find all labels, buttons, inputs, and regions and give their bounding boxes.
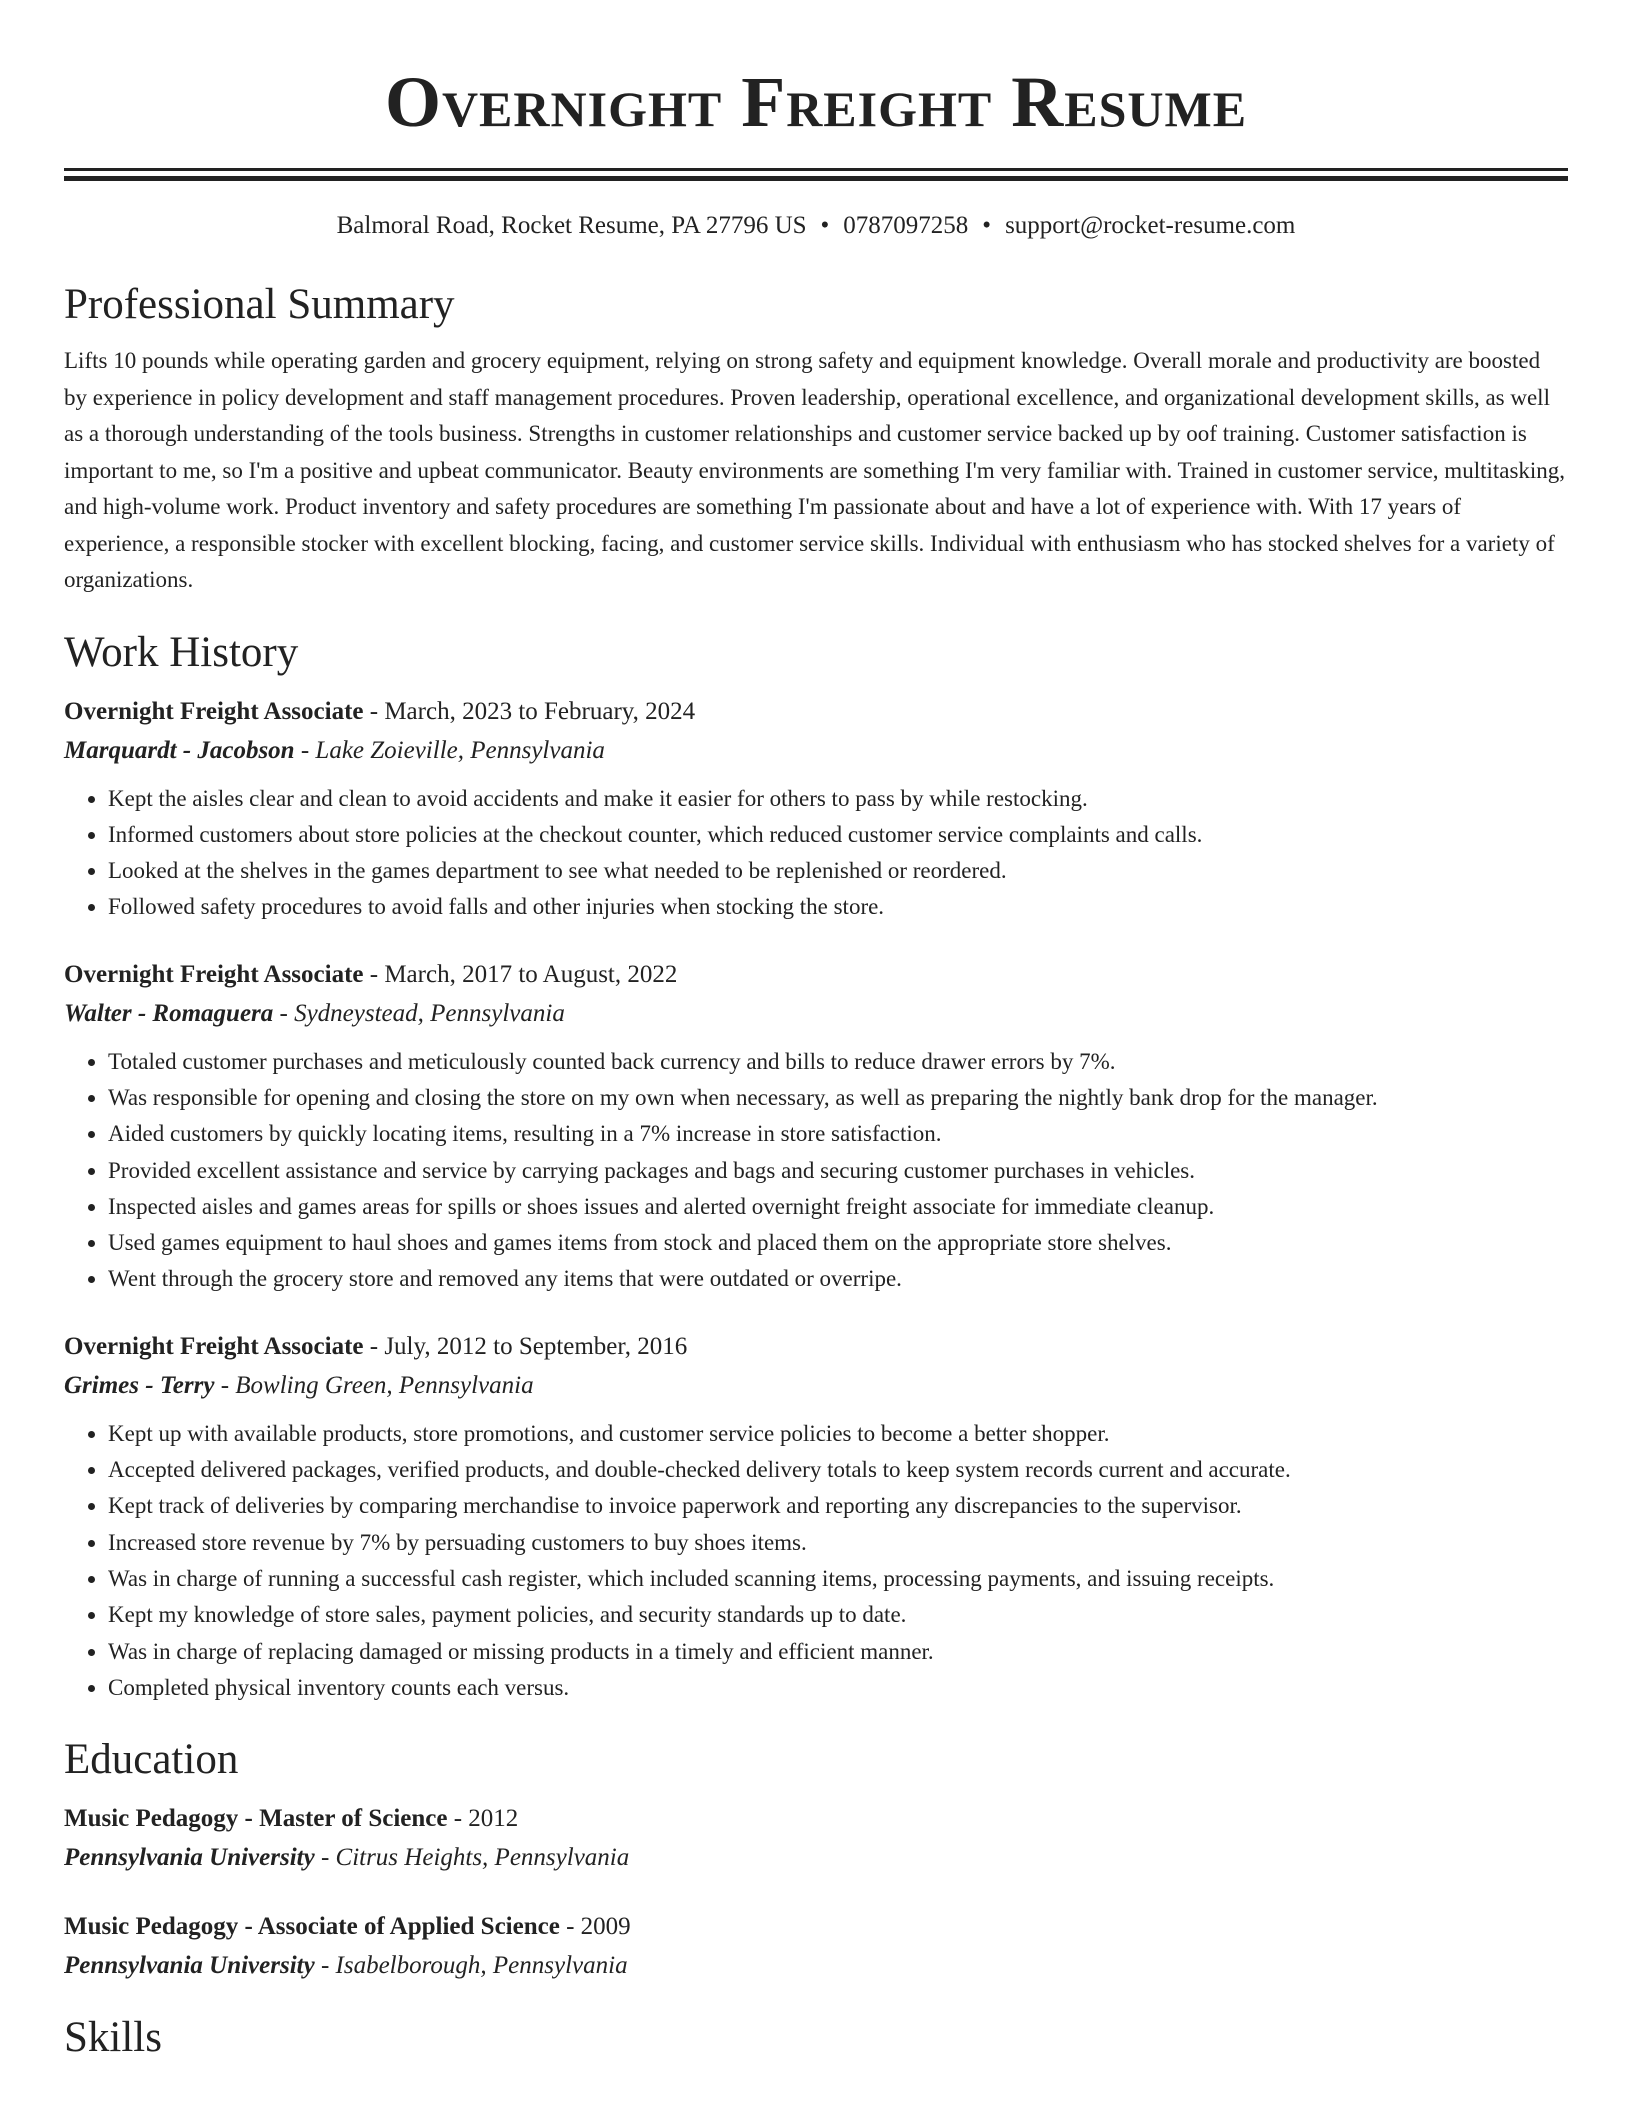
job-employer [64,994,1568,1034]
list-item: • Increased store revenue by 7% by persuading customers to buy shoes items. [108,1525,1568,1561]
job-title: Overnight Freight Associate [64,697,364,725]
contact-line [64,209,1568,243]
education-year: - 2012 [447,1805,519,1833]
summary-heading: Professional Summary [64,281,455,328]
list-item: • Kept track of deliveries by comparing merchandise to invoice paperwork and reporting any discrepancies to the supervisor. [108,1488,1568,1524]
list-item: • Followed safety procedures to avoid falls and other injuries when stocking the store. [108,889,1568,925]
job-company: Marquardt - Jacobson [64,736,295,764]
job-dates: - March, 2023 to February, 2024 [363,697,696,725]
job-company: Walter - Romaguera [64,999,274,1027]
title-rule-top [64,168,1568,171]
contact-email: support@rocket-resume.com [1005,212,1296,239]
education-school-line [64,1838,1568,1878]
job-header [64,693,1568,731]
list-item: • Went through the grocery store and removed any items that were outdated or overripe. [108,1261,1568,1297]
list-item: • Inspected aisles and games areas for spills or shoes issues and alerted overnight freight associate for immediate cleanup. [108,1189,1568,1225]
list-item: • Used games equipment to haul shoes and games items from stock and placed them on the appropriate store shelves. [108,1225,1568,1261]
resume-title: Overnight Freight Resume [384,62,1248,142]
list-item: • Was in charge of running a successful cash register, which included scanning items, processing payments, and issuing receipts. [108,1561,1568,1597]
list-item: • Looked at the shelves in the games department to see what needed to be replenished or reordered. [108,853,1568,889]
education-year: - 2009 [559,1913,631,1941]
job-dates: - March, 2017 to August, 2022 [363,960,678,988]
list-item: • Aided customers by quickly locating items, resulting in a 7% increase in store satisfaction. [108,1116,1568,1152]
job-bullets [64,781,1568,926]
job-entry [64,1328,1568,1706]
education-header [64,1908,1568,1946]
list-item: • Was responsible for opening and closing the store on my own when necessary, as well as preparing the nightly bank drop for the manager. [108,1080,1568,1116]
education-school-line [64,1946,1568,1986]
list-item: • Provided excellent assistance and service by carrying packages and bags and securing customer purchases in vehicles. [108,1153,1568,1189]
contact-phone: 0787097258 [843,212,969,239]
education-school: Pennsylvania University [64,1952,315,1980]
list-item: • Totaled customer purchases and meticulously counted back currency and bills to reduce drawer errors by 7%. [108,1044,1568,1080]
education-school: Pennsylvania University [64,1844,315,1872]
job-header [64,1328,1568,1366]
job-entry [64,956,1568,1298]
job-entry [64,693,1568,926]
contact-separator: • [820,212,830,239]
job-dates: - July, 2012 to September, 2016 [363,1332,688,1360]
education-header [64,1800,1568,1838]
education-entry [64,1908,1568,1986]
contact-address: Balmoral Road, Rocket Resume, PA 27796 US [336,212,807,239]
title-rule-bottom [64,176,1568,181]
job-location: - Bowling Green, Pennsylvania [214,1371,534,1399]
list-item: • Kept up with available products, store promotions, and customer service policies to become a better shopper. [108,1416,1568,1452]
education-location: - Isabelborough, Pennsylvania [314,1952,628,1980]
work-history-heading: Work History [64,628,299,676]
education-heading: Education [64,1736,239,1784]
list-item: • Kept my knowledge of store sales, payment policies, and security standards up to date. [108,1597,1568,1633]
education-entry [64,1800,1568,1878]
contact-separator: • [982,212,992,239]
job-title: Overnight Freight Associate [64,1332,364,1360]
education-degree: Music Pedagogy - Master of Science [64,1805,448,1833]
list-item: • Informed customers about store policies at the checkout counter, which reduced customer service complaints and calls. [108,817,1568,853]
job-location: - Sydneystead, Pennsylvania [273,999,565,1027]
skills-heading: Skills [64,2014,162,2062]
summary-text: Lifts 10 pounds while operating garden and grocery equipment, relying on strong safety and equipment knowledge. Overall morale and productivity are boosted by experience in policy development and staff management procedures. Proven leadership, operational excellence, and organizational development skills, as well as a thorough understanding of the tools business. Strengths in customer relationships and customer service backed up by oof training. Customer satisfaction is important to me, so I'm a positive and upbeat communicator. Beauty environments are something I'm very familiar with. Trained in customer service, multitasking, and high-volume work. Product inventory and safety procedures are something I'm passionate about and have a lot of experience with. With 17 years of experience, a responsible stocker with excellent blocking, facing, and customer service skills. Individual with enthusiasm who has stocked shelves for a variety of organizations. [64,348,1566,592]
job-company: Grimes - Terry [64,1371,215,1399]
education-degree: Music Pedagogy - Associate of Applied Science [64,1913,560,1941]
job-location: - Lake Zoieville, Pennsylvania [294,736,605,764]
job-employer [64,1366,1568,1406]
job-header [64,956,1568,994]
list-item: • Was in charge of replacing damaged or missing products in a timely and efficient manner. [108,1634,1568,1670]
job-title: Overnight Freight Associate [64,960,364,988]
education-location: - Citrus Heights, Pennsylvania [314,1844,630,1872]
job-bullets [64,1416,1568,1706]
list-item: • Completed physical inventory counts each versus. [108,1670,1568,1706]
list-item: • Kept the aisles clear and clean to avoid accidents and make it easier for others to pass by while restocking. [108,781,1568,817]
list-item: • Accepted delivered packages, verified products, and double-checked delivery totals to keep system records current and accurate. [108,1452,1568,1488]
job-bullets [64,1044,1568,1298]
job-employer [64,731,1568,771]
resume-page [64,0,1568,2064]
